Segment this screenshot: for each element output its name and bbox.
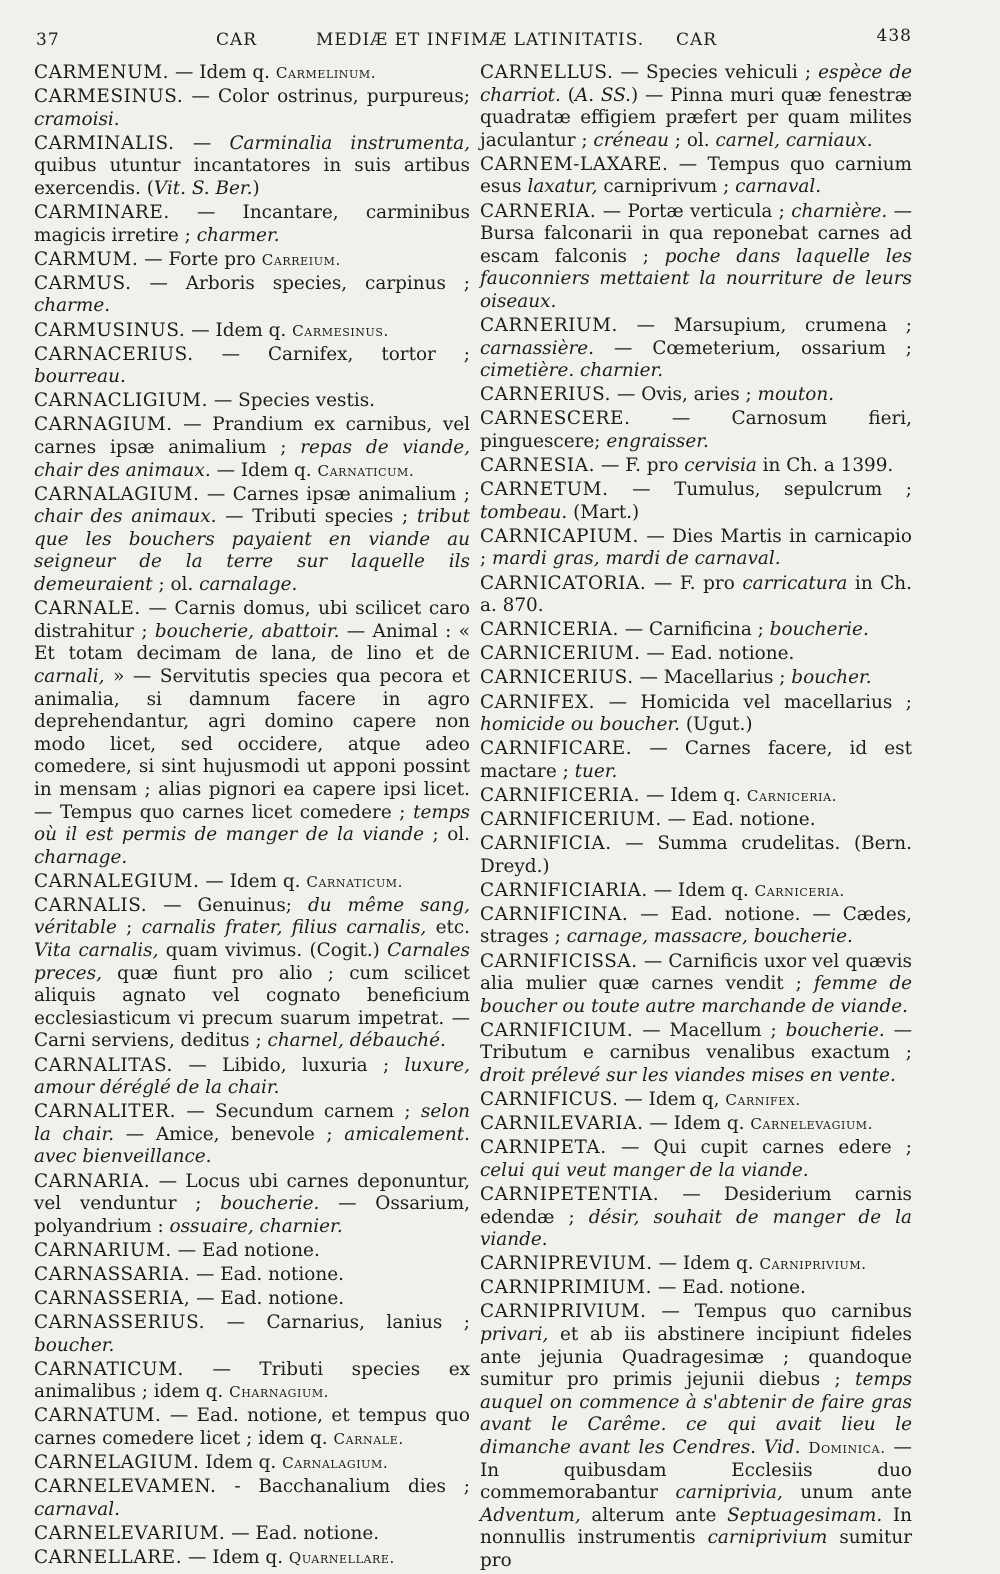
- entry-italic-text: cervisia: [684, 455, 757, 477]
- entry-italic-text: luxure, amour déréglé de la chair.: [34, 1054, 470, 1099]
- dictionary-entry: [34, 133, 470, 201]
- entry-italic-text: repas de viande, chair des animaux.: [34, 437, 470, 481]
- entry-italic-text: créneau: [593, 129, 669, 151]
- entry-italic-text: temps auquel on commence à s'abtenir de faire gras avant le Carême. ce qui avait lieu le dimanche avant les Cendres.: [480, 1369, 912, 1459]
- entry-italic-text: carnage, massacre, boucherie.: [566, 926, 853, 948]
- entry-text: — Qui cupit carnes edere ;: [606, 1137, 912, 1159]
- entry-text: — Carnis domus, ubi scilicet caro distrahitur ;: [34, 598, 470, 642]
- entry-italic-text: Vita carnalis,: [34, 940, 159, 962]
- dictionary-entry: [480, 692, 912, 737]
- entry-italic-text: boucher.: [791, 667, 872, 689]
- entry-headword: CARNACERIUS.: [34, 343, 194, 365]
- entry-headword: CARNALE.: [34, 598, 141, 620]
- entry-italic-text: poche dans laquelle les fauconniers mettaient la nourriture de leurs oiseaux.: [480, 245, 912, 312]
- dictionary-entry: [480, 384, 912, 407]
- dictionary-entry: [34, 1264, 470, 1287]
- entry-italic-text: ossuaire, charnier.: [169, 1215, 343, 1237]
- entry-italic-text: charmer.: [196, 224, 280, 246]
- entry-text: — Libido, luxuria ;: [172, 1054, 405, 1076]
- entry-text: — Ead. notione.: [190, 1263, 344, 1285]
- entry-text: — Idem q.: [199, 870, 307, 892]
- entry-headword: CARNALEGIUM.: [34, 870, 200, 892]
- entry-italic-text: engraisser.: [606, 431, 709, 452]
- entry-cross-reference: Quarnellare.: [288, 1549, 395, 1567]
- dictionary-entry: [34, 1547, 470, 1570]
- entry-cross-reference: Dominica.: [808, 1439, 886, 1458]
- entry-headword: CARNICERIUS.: [480, 667, 634, 689]
- entry-text: — Portæ verticula ;: [596, 200, 792, 222]
- right-column: [480, 62, 912, 1574]
- entry-italic-text: bourreau.: [34, 366, 126, 388]
- dictionary-entry: [34, 895, 470, 1053]
- entry-headword: CARNICAPIUM.: [480, 525, 639, 547]
- entry-headword: CARNELEVARIUM.: [34, 1522, 226, 1544]
- entry-headword: CARMESINUS.: [34, 86, 184, 108]
- entry-italic-text: carnalis frater, filius carnalis,: [141, 917, 427, 939]
- entry-italic-text: Septuagesimam.: [727, 1504, 883, 1526]
- dictionary-entry: [480, 1253, 912, 1276]
- entry-italic-text: carricatura: [742, 572, 848, 594]
- entry-headword: CARMUM.: [34, 248, 139, 270]
- dictionary-entry: [480, 201, 912, 314]
- dictionary-entry: [480, 951, 912, 1019]
- entry-text: — Desiderium carnis edendæ ;: [480, 1184, 912, 1228]
- entry-italic-text: femme de boucher ou toute autre marchande de viande.: [480, 973, 912, 1017]
- entry-text: — Ead notione.: [171, 1239, 320, 1261]
- entry-text: — Tributi species ;: [216, 506, 417, 528]
- entry-cross-reference: Carmelinum.: [275, 64, 377, 82]
- entry-italic-text: carnalage.: [199, 574, 298, 596]
- entry-text: etc.: [426, 917, 470, 939]
- entry-text: — Tributi species ex animalibus ; idem q.: [34, 1358, 470, 1403]
- dictionary-entry: [480, 904, 912, 949]
- dictionary-entry: [480, 738, 912, 783]
- entry-cross-reference: Carniceria.: [754, 881, 845, 900]
- entry-text: et ab iis abstinere incipiunt fideles ante jejunia Quadragesimæ ; quandoque sumitur pro primis jejunii diebus ;: [480, 1324, 912, 1391]
- entry-headword: CARNALITER.: [34, 1101, 177, 1123]
- running-title: MEDIÆ ET INFIMÆ LATINITATIS.: [316, 30, 645, 50]
- entry-italic-text: mardi gras, mardi de carnaval.: [492, 548, 781, 570]
- dictionary-entry: [34, 202, 470, 247]
- entry-text: — Idem q.: [169, 62, 276, 83]
- entry-text: - Bacchanalium dies ;: [216, 1476, 470, 1498]
- entry-cross-reference: Carnalagium.: [282, 1454, 389, 1473]
- entry-headword: CARNILEVARIA.: [480, 1113, 644, 1135]
- entry-italic-text: carnassière.: [480, 337, 595, 359]
- dictionary-entry: [34, 320, 470, 343]
- entry-text: ; ol.: [424, 824, 470, 846]
- entry-headword: CARNALAGIUM.: [34, 483, 200, 505]
- entry-cross-reference: Carnale.: [333, 1430, 404, 1449]
- page-number-left: 37: [36, 30, 60, 50]
- entry-headword: CARNALIS.: [34, 894, 148, 916]
- dictionary-entry: [480, 526, 912, 571]
- entry-cross-reference: Carniprivium.: [759, 1255, 867, 1274]
- entry-cross-reference: Carnaticum.: [317, 461, 415, 480]
- entry-italic-text: privari,: [480, 1324, 549, 1346]
- entry-headword: CARNIPRIVIUM.: [480, 1301, 647, 1323]
- entry-text: — Tempus quo carnium esus: [480, 153, 912, 198]
- entry-italic-text: tuer.: [574, 760, 618, 782]
- dictionary-entry: [480, 1301, 912, 1572]
- dictionary-entry: [34, 1288, 470, 1311]
- entry-headword: CARNELLARE.: [34, 1547, 183, 1568]
- entry-text: sumitur pro: [480, 1527, 912, 1571]
- entry-text: — Idem q.: [182, 1547, 289, 1568]
- dictionary-entry: [34, 1312, 470, 1357]
- dictionary-entry: [34, 414, 470, 482]
- dictionary-entry: [34, 1101, 470, 1169]
- entry-italic-text: boucher.: [34, 1334, 115, 1356]
- dictionary-entry: [34, 598, 470, 869]
- dictionary-entry: [480, 667, 912, 690]
- dictionary-entry: [34, 484, 470, 597]
- dictionary-entry: [480, 408, 912, 453]
- entry-text: ) — Pinna muri quæ fenestræ quadratæ effigiem præfert per quam milites jaculantur ;: [480, 84, 912, 151]
- entry-italic-text: espèce de charriot.: [480, 62, 912, 106]
- page-number-right: 438: [876, 26, 912, 46]
- entry-headword: CARNASSARIA.: [34, 1263, 191, 1285]
- dictionary-entry: [480, 62, 912, 152]
- entry-headword: CARNIFICIA.: [480, 833, 612, 855]
- entry-headword: CARMENUM.: [34, 62, 170, 83]
- entry-headword: CARNIPRIMIUM.: [480, 1277, 653, 1299]
- entry-text: — Prandium ex carnibus, vel carnes ipsæ animalium ;: [34, 414, 470, 458]
- dictionary-entry: [34, 1055, 470, 1100]
- entry-headword: CARNIFICERIA.: [480, 784, 641, 806]
- entry-headword: CARNERIUM.: [480, 315, 619, 337]
- entry-italic-text: tribut que les bouchers payaient en viande au seigneur de la terre sur laquelle ils demeuraient: [34, 506, 470, 596]
- entry-cross-reference: Carreium.: [261, 250, 341, 269]
- entry-headword: CARNIFICIUM.: [480, 1019, 634, 1041]
- entry-text: — Ead. notione.: [640, 643, 795, 665]
- entry-headword: CARNAGIUM.: [34, 414, 173, 436]
- entry-text: in Ch. a 1399.: [756, 455, 894, 477]
- entry-cross-reference: Carnifex.: [725, 1091, 801, 1110]
- entry-text: — In quibusdam Ecclesiis duo commemorabantur: [480, 1437, 912, 1504]
- entry-italic-text: homicide ou boucher.: [480, 714, 681, 736]
- entry-text: — Ovis, aries ;: [611, 384, 758, 406]
- entry-italic-text: Carminalia instrumenta,: [229, 132, 470, 154]
- dictionary-entry: [34, 1240, 470, 1263]
- dictionary-entry: [34, 1359, 470, 1404]
- entry-headword: CARNICATORIA.: [480, 572, 647, 594]
- entry-text: quam vivimus. (Cogit.): [158, 940, 388, 962]
- entry-text: — Carnes facere, id est mactare ;: [480, 738, 912, 782]
- running-head-left: CAR: [216, 30, 258, 50]
- entry-text: — Arboris species, carpinus ;: [131, 272, 470, 294]
- entry-text: — F. pro: [595, 455, 685, 477]
- running-head-right: CAR: [676, 30, 718, 50]
- entry-text: — Species vehiculi ;: [613, 62, 819, 83]
- entry-text: (: [560, 84, 575, 106]
- entry-italic-text: charme.: [34, 295, 111, 317]
- entry-text: » — Servitutis species qua pecora et animalia, si damnum facere in agro deprehendantur, agri domino capere non modo licet, sed occidere, atque adeo comedere, si sint hujusmodi ut apponi possint in mensam ; alias pignori ea capere ipsi licet. — Tempus quo carnes licet comedere ;: [34, 665, 470, 823]
- entry-text: —: [174, 132, 230, 154]
- entry-text: — Ead. notione.: [661, 809, 816, 830]
- entry-italic-text: temps où il est permis de manger de la viande: [34, 801, 470, 846]
- entry-text: — Summa crudelitas. (Bern. Dreyd.): [480, 833, 912, 877]
- entry-text: — Idem q.: [640, 784, 747, 806]
- entry-text: — Idem q.: [185, 319, 293, 341]
- entry-text: — Dies Martis in carnicapio ;: [480, 525, 912, 570]
- entry-text: — Macellum ;: [633, 1019, 786, 1041]
- dictionary-entry: [34, 1452, 470, 1475]
- entry-text: — Tumulus, sepulcrum ;: [608, 479, 912, 501]
- entry-text: — Macellarius ;: [633, 667, 792, 689]
- entry-italic-text: carniprivia,: [675, 1482, 783, 1504]
- entry-text: — Marsupium, crumena ;: [618, 315, 912, 337]
- dictionary-entry: [34, 86, 470, 131]
- entry-text: — Incantare, carminibus magicis irretire ;: [34, 202, 470, 246]
- entry-headword: CARNIFICISSA.: [480, 950, 638, 972]
- entry-text: (Ugut.): [680, 714, 753, 736]
- entry-text: — Forte pro: [138, 248, 262, 270]
- entry-text: — Carnosum fieri, pinguescere;: [480, 408, 912, 452]
- entry-italic-text: tombeau.: [480, 501, 568, 523]
- entry-headword: CARNIPETENTIA.: [480, 1184, 660, 1205]
- entry-italic-text: selon la chair.: [34, 1101, 470, 1145]
- entry-cross-reference: Carniceria.: [746, 786, 838, 805]
- dictionary-entry: [480, 833, 912, 878]
- entry-headword: CARMINARE.: [34, 202, 170, 224]
- entry-text: — Carnes ipsæ animalium ;: [199, 483, 470, 505]
- entry-text: — Bursa falconarii in qua reponebat carnes ad escam falconis ;: [480, 200, 912, 267]
- entry-text: carniprivum ;: [597, 176, 736, 198]
- entry-text: — Cœmeterium, ossarium ;: [594, 337, 912, 359]
- entry-italic-text: Adventum,: [480, 1504, 581, 1526]
- entry-headword: CARNALITAS.: [34, 1054, 173, 1076]
- dictionary-entry: [480, 479, 912, 524]
- dictionary-entry: [480, 1020, 912, 1088]
- dictionary-entry: [34, 249, 470, 272]
- entry-italic-text: boucherie, abattoir.: [154, 620, 340, 642]
- entry-headword: CARNIFICARE.: [480, 738, 633, 760]
- entry-text: — Genuinus;: [147, 894, 308, 916]
- entry-text: — Tempus quo carnibus: [646, 1301, 912, 1323]
- entry-cross-reference: Carnaticum.: [306, 872, 404, 891]
- entry-headword: CARNARIUM.: [34, 1239, 172, 1261]
- entry-text: — Ead. notione.: [652, 1277, 806, 1299]
- dictionary-entry: [34, 344, 470, 389]
- entry-italic-text: Vit. S. Ber.: [153, 177, 253, 199]
- entry-italic-text: boucherie.: [220, 1193, 320, 1215]
- entry-italic-text: charnage.: [34, 846, 128, 868]
- running-header: [36, 26, 912, 60]
- entry-headword: CARNASSERIUS.: [34, 1312, 206, 1334]
- entry-text: ; ol.: [668, 129, 716, 151]
- entry-text: — Ead. notione.: [225, 1522, 380, 1544]
- dictionary-entry: [34, 1405, 470, 1450]
- dictionary-entry: [34, 273, 470, 318]
- entry-headword: CARNIFICIARIA.: [480, 879, 648, 901]
- entry-headword: CARNIPETA.: [480, 1137, 607, 1159]
- entry-headword: CARMINALIS.: [34, 132, 175, 154]
- entry-headword: CARNETUM.: [480, 479, 609, 501]
- entry-text: [756, 1437, 764, 1458]
- entry-headword: CARNELLUS.: [480, 62, 614, 83]
- dictionary-entry: [480, 1277, 912, 1300]
- entry-italic-text: désir, souhait de manger de la viande.: [480, 1206, 912, 1251]
- dictionary-entry: [480, 1113, 912, 1136]
- entry-text: ;: [116, 917, 142, 939]
- entry-headword: CARNESIA.: [480, 455, 596, 477]
- entry-text: — Locus ubi carnes deponuntur, vel venduntur ;: [34, 1170, 470, 1215]
- entry-italic-text: celui qui veut manger de la viande.: [480, 1159, 809, 1181]
- entry-headword: CARNIPREVIUM.: [480, 1253, 653, 1275]
- entry-italic-text: cimetière. charnier.: [480, 360, 664, 382]
- entry-headword: CARNASSERIA,: [34, 1287, 191, 1309]
- entry-text: — Idem q,: [618, 1089, 726, 1111]
- entry-text: — Tributum e carnibus venalibus exactum ;: [480, 1019, 912, 1064]
- entry-text: quæ fiunt pro alio ; cum scilicet aliquis agnato vel cognato beneficium ecclesiasticum vi precum suarum impetrat. — Carni serviens, deditus ;: [34, 962, 470, 1052]
- dictionary-entry: [480, 809, 912, 832]
- entry-italic-text: carnel, carniaux.: [715, 129, 873, 151]
- dictionary-entry: [34, 871, 470, 894]
- dictionary-entry: [480, 455, 912, 478]
- entry-text: — Secundum carnem ;: [176, 1101, 421, 1123]
- dictionary-entry: [480, 154, 912, 199]
- dictionary-entry: [34, 1171, 470, 1239]
- entry-italic-text: laxatur,: [527, 176, 598, 198]
- entry-italic-text: amicalement. avec bienveillance.: [34, 1123, 470, 1168]
- entry-headword: CARNARIA.: [34, 1170, 151, 1192]
- entry-italic-text: Carnales preces,: [34, 940, 470, 984]
- entry-text: — Idem q.: [647, 879, 755, 901]
- dictionary-entry: [480, 619, 912, 642]
- entry-headword: CARNEM-LAXARE.: [480, 153, 669, 175]
- entry-text: — Animal : « Et totam decimam de lana, de lino et de: [34, 620, 470, 665]
- entry-cross-reference: Carnelevagium.: [750, 1115, 874, 1134]
- entry-headword: CARNIFICUS.: [480, 1089, 619, 1111]
- entry-headword: CARNIFICERIUM.: [480, 809, 662, 830]
- entry-text: alterum ante: [580, 1504, 728, 1526]
- entry-italic-text: carnaval.: [735, 176, 822, 198]
- entry-text: — Idem q.: [652, 1253, 760, 1275]
- entry-italic-text: A. SS.: [574, 84, 631, 106]
- entry-headword: CARNIFICINA.: [480, 903, 629, 925]
- entry-text: unum ante: [782, 1482, 912, 1504]
- dictionary-entry: [480, 643, 912, 666]
- entry-italic-text: du même sang, véritable: [34, 894, 470, 939]
- entry-italic-text: charnière.: [791, 200, 888, 222]
- dictionary-entry: [480, 785, 912, 808]
- dictionary-entry: [480, 573, 912, 618]
- entry-text: — Ead. notione.: [190, 1287, 345, 1309]
- entry-text: ; ol.: [152, 574, 200, 596]
- entry-headword: CARNICERIUM.: [480, 643, 641, 665]
- entry-headword: CARNATUM.: [34, 1405, 162, 1427]
- entry-text: — Amice, benevole ;: [114, 1123, 345, 1145]
- entry-headword: CARNICERIA.: [480, 619, 619, 641]
- entry-headword: CARNELAGIUM.: [34, 1452, 200, 1474]
- entry-headword: CARNELEVAMEN.: [34, 1476, 217, 1498]
- entry-text: — Carnificis uxor vel quævis alia mulier quæ carnes vendit ;: [480, 950, 912, 995]
- entry-text: — Ossarium, polyandrium :: [34, 1193, 470, 1237]
- entry-headword: CARNATICUM.: [34, 1358, 184, 1380]
- entry-text: in Ch. a. 870.: [480, 572, 912, 617]
- entry-italic-text: carniprivium: [707, 1527, 828, 1549]
- entry-text: Idem q.: [199, 1452, 283, 1474]
- entry-headword: CARMUS.: [34, 272, 132, 294]
- entry-italic-text: boucherie.: [785, 1019, 885, 1041]
- dictionary-entry: [34, 1476, 470, 1521]
- entry-text: — Species vestis.: [208, 390, 376, 412]
- left-column: [34, 62, 470, 1571]
- entry-text: — Carnificina ;: [618, 619, 770, 641]
- entry-text: — Ead. notione. — Cædes, strages ;: [480, 903, 912, 948]
- entry-headword: CARNESCERE.: [480, 408, 631, 430]
- entry-text: In nonnullis instrumentis: [480, 1504, 912, 1549]
- dictionary-entry: [34, 1523, 470, 1546]
- entry-italic-text: carnaval.: [34, 1498, 120, 1520]
- entry-italic-text: carnali,: [34, 665, 105, 687]
- entry-headword: CARNACLIGIUM.: [34, 390, 209, 412]
- dictionary-entry: [480, 315, 912, 383]
- entry-text: quibus utuntur incantatores in suis artibus exercendis. (: [34, 155, 470, 199]
- entry-cross-reference: Charnagium.: [229, 1383, 330, 1402]
- entry-text: — Carnifex, tortor ;: [193, 343, 470, 365]
- entry-text: (Mart.): [567, 501, 640, 523]
- entry-italic-text: Vid.: [763, 1437, 801, 1459]
- entry-text: — F. pro: [646, 572, 743, 594]
- entry-italic-text: boucherie.: [769, 619, 869, 641]
- entry-headword: CARNIFEX.: [480, 691, 596, 713]
- entry-text: — Carnarius, lanius ;: [205, 1312, 470, 1334]
- entry-headword: CARNERIA.: [480, 200, 597, 222]
- entry-italic-text: mouton.: [757, 384, 835, 406]
- dictionary-entry: [34, 62, 470, 85]
- entry-text: — Color ostrinus, purpureus;: [183, 86, 470, 108]
- dictionary-entry: [480, 1184, 912, 1252]
- entry-text: — Idem q.: [210, 459, 318, 481]
- dictionary-entry: [34, 390, 470, 413]
- dictionary-entry: [480, 1137, 912, 1182]
- entry-text: — Idem q.: [643, 1113, 751, 1135]
- entry-italic-text: droit prélevé sur les viandes mises en vente.: [480, 1065, 896, 1087]
- entry-italic-text: cramoisi.: [34, 108, 120, 130]
- entry-italic-text: chair des animaux.: [34, 506, 217, 528]
- entry-text: ): [252, 177, 260, 199]
- entry-italic-text: charnel, débauché.: [267, 1030, 446, 1052]
- entry-text: — Ead. notione, et tempus quo carnes comedere licet ; idem q.: [34, 1405, 470, 1450]
- entry-text: — Homicida vel macellarius ;: [595, 691, 912, 713]
- entry-headword: CARNERIUS.: [480, 384, 612, 406]
- entry-headword: CARMUSINUS.: [34, 319, 186, 341]
- entry-cross-reference: Carmesinus.: [292, 321, 389, 340]
- dictionary-entry: [480, 880, 912, 903]
- dictionary-entry: [480, 1089, 912, 1112]
